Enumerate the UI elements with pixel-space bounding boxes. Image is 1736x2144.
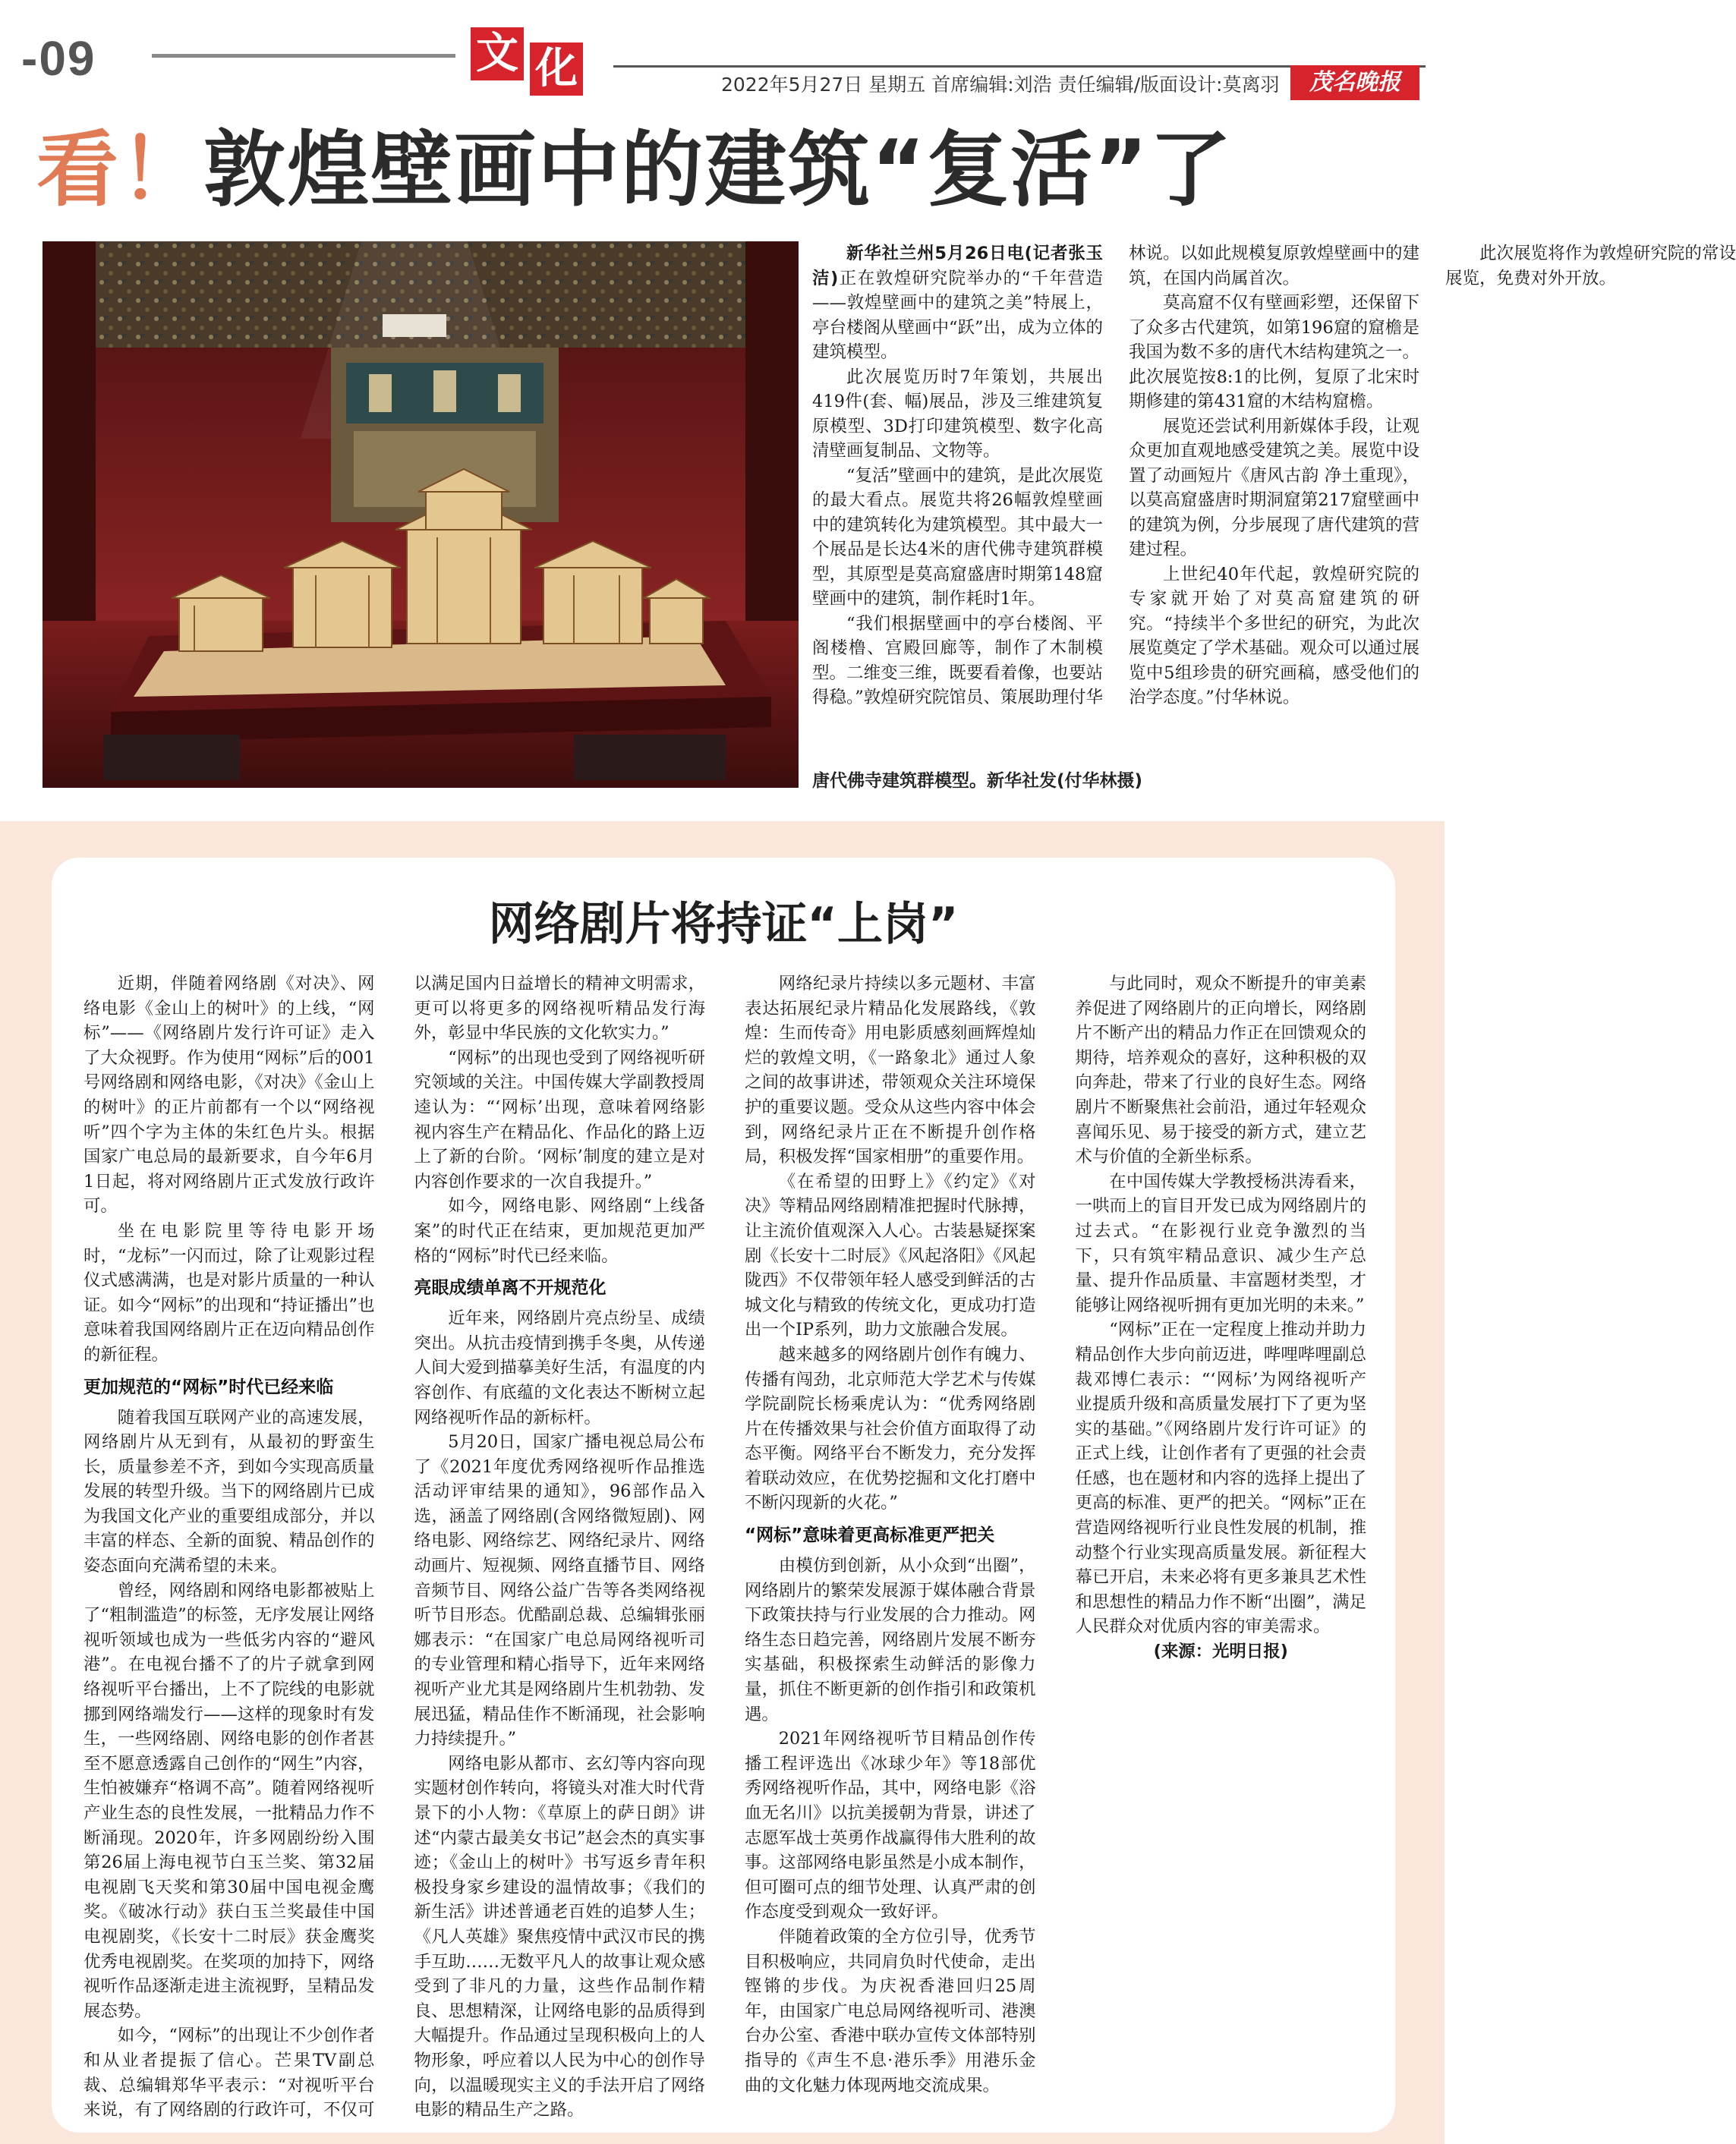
top-article-paragraph: 莫高窟不仅有壁画彩塑，还保留下了众多古代建筑，如第196窟的窟檐是我国为数不多的唐代木结构建筑之一。此次展览按8:1的比例，复原了北宋时期修建的第431窟的木结构窟檐。	[1129, 293, 1419, 411]
secondary-headline: 网络剧片将持证“上岗”	[488, 898, 959, 951]
bottom-article-paragraph: 随着我国互联网产业的高速发展，网络剧片从无到有，从最初的野蛮生长，质量参差不齐，到如今实现高质量发展的转型升级。当下的网络剧片已成为我国文化产业的重要组成部分，并以丰富的样态、全新的面貌、精品创作的姿态面向充满希望的未来。	[83, 1407, 375, 1576]
bottom-article-paragraph: 5月20日，国家广播电视总局公布了《2021年度优秀网络视听作品推选活动评审结果的通知》，96部作品入选，涵盖了网络剧(含网络微短剧)、网络电影、网络综艺、网络纪录片、网络动画片、短视频、网络直播节目、网络音频节目、网络公益广告等各类网络视听节目形态。优酷副总裁、总编辑张丽娜表示：“在国家广电总局网络视听司的专业管理和精心指导下，近年来网络视听产业尤其是网络剧片生机勃勃、发展迅猛，精品佳作不断涌现，社会影响力持续提升。”	[414, 1432, 705, 1749]
top-article-paragraph: 上世纪40年代起，敦煌研究院的专家就开始了对莫高窟建筑的研究。“持续半个多世纪的研究，为此次展览奠定了学术基础。观众可以通过展览中5组珍贵的研究画稿，感受他们的治学态度。”付华林说。	[1129, 564, 1419, 707]
section-subheading: 更加规范的“网标”时代已经来临	[83, 1377, 334, 1397]
section-subheading: 亮眼成绩单离不开规范化	[414, 1278, 606, 1299]
bottom-article-paragraph: 近期，伴随着网络剧《对决》、网络电影《金山上的树叶》的上线，“网标”——《网络剧片发行许可证》走入了大众视野。作为使用“网标”后的001号网络剧和网络电影，《对决》《金山上的树叶》的正片前都有一个以“网络视听”四个字为主体的朱红色片头。根据国家广电总局的最新要求，自今年6月1日起，将对网络剧片正式发放行政许可。	[83, 974, 375, 1217]
photo-caption: 唐代佛寺建筑群模型。新华社发(付华林摄)	[812, 771, 1143, 791]
top-article-paragraph: “我们根据壁画中的亭台楼阁、平阁楼橹、宫殿回廊等，制作了木制模型。二维变三维，既要看着像，也要站得稳。”敦煌研究院馆员、策展助理付华林说。以如此规模复原敦煌壁画中的建筑，在国内尚属首次。	[812, 244, 1419, 707]
bottom-article-paragraph: 近年来，网络剧片亮点纷呈、成绩突出。从抗击疫情到携手冬奥，从传递人间大爱到描摹美好生活，有温度的内容创作、有底蕴的文化表达不断树立起网络视听作品的新标杆。	[414, 1308, 705, 1428]
lower-panel	[0, 821, 1445, 2144]
bottom-article-paragraph: 坐在电影院里等待电影开场时，“龙标”一闪而过，除了让观影过程仪式感满满，也是对影片质量的一种认证。如今“网标”的出现和“持证播出”也意味着我国网络剧片正在迈向精品创作的新征程。	[83, 1220, 375, 1365]
top-article	[812, 241, 1736, 750]
lower-panel-card	[52, 858, 1395, 2133]
top-article-paragraph: 展览还尝试利用新媒体手段，让观众更加直观地感受建筑之美。展览中设置了动画短片《唐风古韵 净土重现》，以莫高窟盛唐时期洞窟第217窟壁画中的建筑为例，分步展现了唐代建筑的营建过程。	[1129, 416, 1419, 559]
bottom-article-paragraph: 曾经，网络剧和网络电影都被贴上了“粗制滥造”的标签，无序发展让网络视听领域也成为一些低劣内容的“避风港”。在电视台播不了的片子就拿到网络视听平台播出，上不了院线的电影就挪到网络端发行——这样的现象时有发生，一些网络剧、网络电影的创作者甚至不愿意透露自己创作的“网生”内容，生怕被嫌弃“格调不高”。随着网络视听产业生态的良性发展，一批精品力作不断涌现。2020年，许多网剧纷纷入围第26届上海电视节白玉兰奖、第32届电视剧飞天奖和第30届中国电视金鹰奖。《破冰行动》获白玉兰奖最佳中国电视剧奖，《长安十二时辰》获金鹰奖优秀电视剧奖。在奖项的加持下，网络视听作品逐渐走进主流视野，呈精品发展态势。	[83, 1580, 375, 2021]
newspaper-logo: 茂名晚报	[1290, 65, 1419, 100]
bottom-article-paragraph: 网络电影从都市、玄幻等内容向现实题材创作转向，将镜头对准大时代背景下的小人物：《草原上的萨日朗》讲述“内蒙古最美女书记”赵会杰的真实事迹；《金山上的树叶》书写返乡青年积极投身家乡建设的温情故事；《我们的新生活》讲述普通老百姓的追梦人生；《凡人英雄》聚焦疫情中武汉市民的携手互助……无数平凡人的故事让观众感受到了非凡的力量，这些作品制作精良、思想精深，让网络电影的品质得到大幅提升。作品通过呈现积极向上的人物形象，呼应着以人民为中心的创作导向，以温暖现实主义的手法开启了网络电影的精品生产之路。	[414, 1753, 705, 2120]
article-source: (来源：光明日报)	[1153, 1642, 1288, 1662]
main-headline	[36, 121, 1233, 220]
section-char-1: 文	[471, 27, 524, 80]
bottom-article-paragraph: “网标”正在一定程度上推动并助力精品创作大步向前迈进，哔哩哔哩副总裁邓博仁表示：“‘网标’为网络视听产业提质升级和高质量发展打下了更为坚实的基础。”《网络剧片发行许可证》的正式上线，让创作者有了更强的社会责任感，也在题材和内容的选择上提出了更高的标准、更严的把关。“网标”正在营造网络视听行业良性发展的机制，推动整个行业实现高质量发展。新征程大幕已开启，未来必将有更多兼具艺术性和思想性的精品力作不断“出圈”，满足人民群众对优质内容的审美需求。	[1075, 1320, 1366, 1637]
top-article-paragraph: “复活”壁画中的建筑，是此次展览的最大看点。展览共将26幅敦煌壁画中的建筑转化为建筑模型。其中最大一个展品是长达4米的唐代佛寺建筑群模型，其原型是莫高窟盛唐时期第148窟壁画中的建筑，制作耗时1年。	[812, 465, 1104, 609]
bottom-article-paragraph: 2021年网络视听节目精品创作传播工程评选出《冰球少年》等18部优秀网络视听作品，其中，网络电影《浴血无名川》以抗美援朝为背景，讲述了志愿军战士英勇作战赢得伟大胜利的故事。这部网络电影虽然是小成本制作，但可圈可点的细节处理、认真严肃的创作态度受到观众一致好评。	[745, 1729, 1036, 1922]
bottom-article-paragraph: 如今，“网标”的出现让不少创作者和从业者提振了信心。芒果TV副总裁、总编辑郑华平表示：“对视听平台来说，有了网络剧的行政许可，不仅可以满足国内日益增长的精神文明需求，更可以将更多的网络视听精品发行海外，彰显中华民族的文化软实力。”	[83, 974, 705, 2120]
bottom-article-paragraph: 越来越多的网络剧片创作有魄力、传播有闯劲，北京师范大学艺术与传媒学院副院长杨乘虎认为：“优秀网络剧片在传播效果与社会价值方面取得了动态平衡。网络平台不断发力，充分发挥着联动效应，在优势挖掘和文化打磨中不断闪现新的火花。”	[745, 1344, 1036, 1513]
bottom-article-paragraph: 由模仿到创新，从小众到“出圈”，网络剧片的繁荣发展源于媒体融合背景下政策扶持与行业发展的合力推动。网络生态日趋完善，网络剧片发展不断夯实基础，积极探索生动鲜活的影像力量，抓住不断更新的创作指引和政策机遇。	[745, 1556, 1036, 1724]
section-char-2: 化	[530, 43, 583, 96]
bottom-article	[83, 971, 1366, 2129]
top-article-paragraph: 此次展览历时7年策划，共展出419件(套、幅)展品，涉及三维建筑复原模型、3D打印建筑模型、数字化高清壁画复制品、文物等。	[812, 367, 1103, 461]
dateline: 2022年5月27日 星期五 首席编辑:刘浩 责任编辑/版面设计:莫离羽	[721, 74, 1280, 96]
temple-model-illustration	[43, 241, 799, 788]
bottom-article-paragraph: 如今，网络电影、网络剧“上线备案”的时代正在结束，更加规范更加严格的“网标”时代已经来临。	[414, 1196, 705, 1266]
bottom-article-paragraph: 网络纪录片持续以多元题材、丰富表达拓展纪录片精品化发展路线，《敦煌：生而传奇》用电影质感刻画辉煌灿烂的敦煌文明，《一路象北》通过人象之间的故事讲述，带领观众关注环境保护的重要议题。受众从这些内容中体会到，网络纪录片正在不断提升创作格局，积极发挥“国家相册”的重要作用。	[745, 974, 1036, 1167]
page-number: -09	[21, 31, 96, 86]
bottom-article-paragraph: 在中国传媒大学教授杨洪涛看来，一哄而上的盲目开发已成为网络剧片的过去式。“在影视行业竞争激烈的当下，只有筑牢精品意识、减少生产总量、提升作品质量、丰富题材类型，才能够让网络视听拥有更加光明的未来。”	[1075, 1171, 1366, 1315]
headline-prefix: 看！	[36, 123, 204, 218]
bottom-article-paragraph: 伴随着政策的全方位引导，优秀节目积极响应，共同肩负时代使命，走出铿锵的步伐。为庆祝香港回归25周年，由国家广电总局网络视听司、港澳台办公室、香港中联办宣传文体部特别指导的《声生不息·港乐季》用港乐金曲的文化魅力体现两地交流成果。	[745, 1926, 1036, 2095]
bottom-article-paragraph: 与此同时，观众不断提升的审美素养促进了网络剧片的正向增长，网络剧片不断产出的精品力作正在回馈观众的期待，培养观众的喜好，这种积极的双向奔赴，带来了行业的良好生态。网络剧片不断聚焦社会前沿，通过年轻观众喜闻乐见、易于接受的新方式，建立艺术与价值的全新坐标系。	[1075, 974, 1366, 1167]
exhibition-photo	[43, 241, 799, 788]
header-rule-left	[152, 54, 455, 58]
section-label	[471, 23, 592, 99]
headline-main: 敦煌壁画中的建筑“复活”了	[203, 123, 1233, 218]
dateline-lead: 新华社兰州5月26日电(记者张玉洁)	[812, 244, 1103, 288]
section-subheading: “网标”意味着更高标准更严把关	[745, 1525, 995, 1546]
top-article-text: 正在敦煌研究院举办的“千年营造——敦煌壁画中的建筑之美”特展上，亭台楼阁从壁画中“跃”出，成为立体的建筑模型。	[812, 268, 1104, 362]
top-article-paragraph	[812, 241, 1103, 365]
top-article-paragraph: 此次展览将作为敦煌研究院的常设展览，免费对外开放。	[1445, 244, 1736, 288]
bottom-article-paragraph: “网标”的出现也受到了网络视听研究领域的关注。中国传媒大学副教授周逵认为：“‘网标’出现，意味着网络影视内容生产在精品化、作品化的路上迈上了新的台阶。‘网标’制度的建立是对内容创作要求的一次自我提升。”	[414, 1047, 705, 1192]
bottom-article-paragraph: 《在希望的田野上》《约定》《对决》等精品网络剧精准把握时代脉搏，让主流价值观深入人心。古装悬疑探案剧《长安十二时辰》《风起洛阳》《风起陇西》不仅带领年轻人感受到鲜活的古城文化与精致的传统文化，更成功打造出一个IP系列，助力文旅融合发展。	[745, 1171, 1036, 1340]
